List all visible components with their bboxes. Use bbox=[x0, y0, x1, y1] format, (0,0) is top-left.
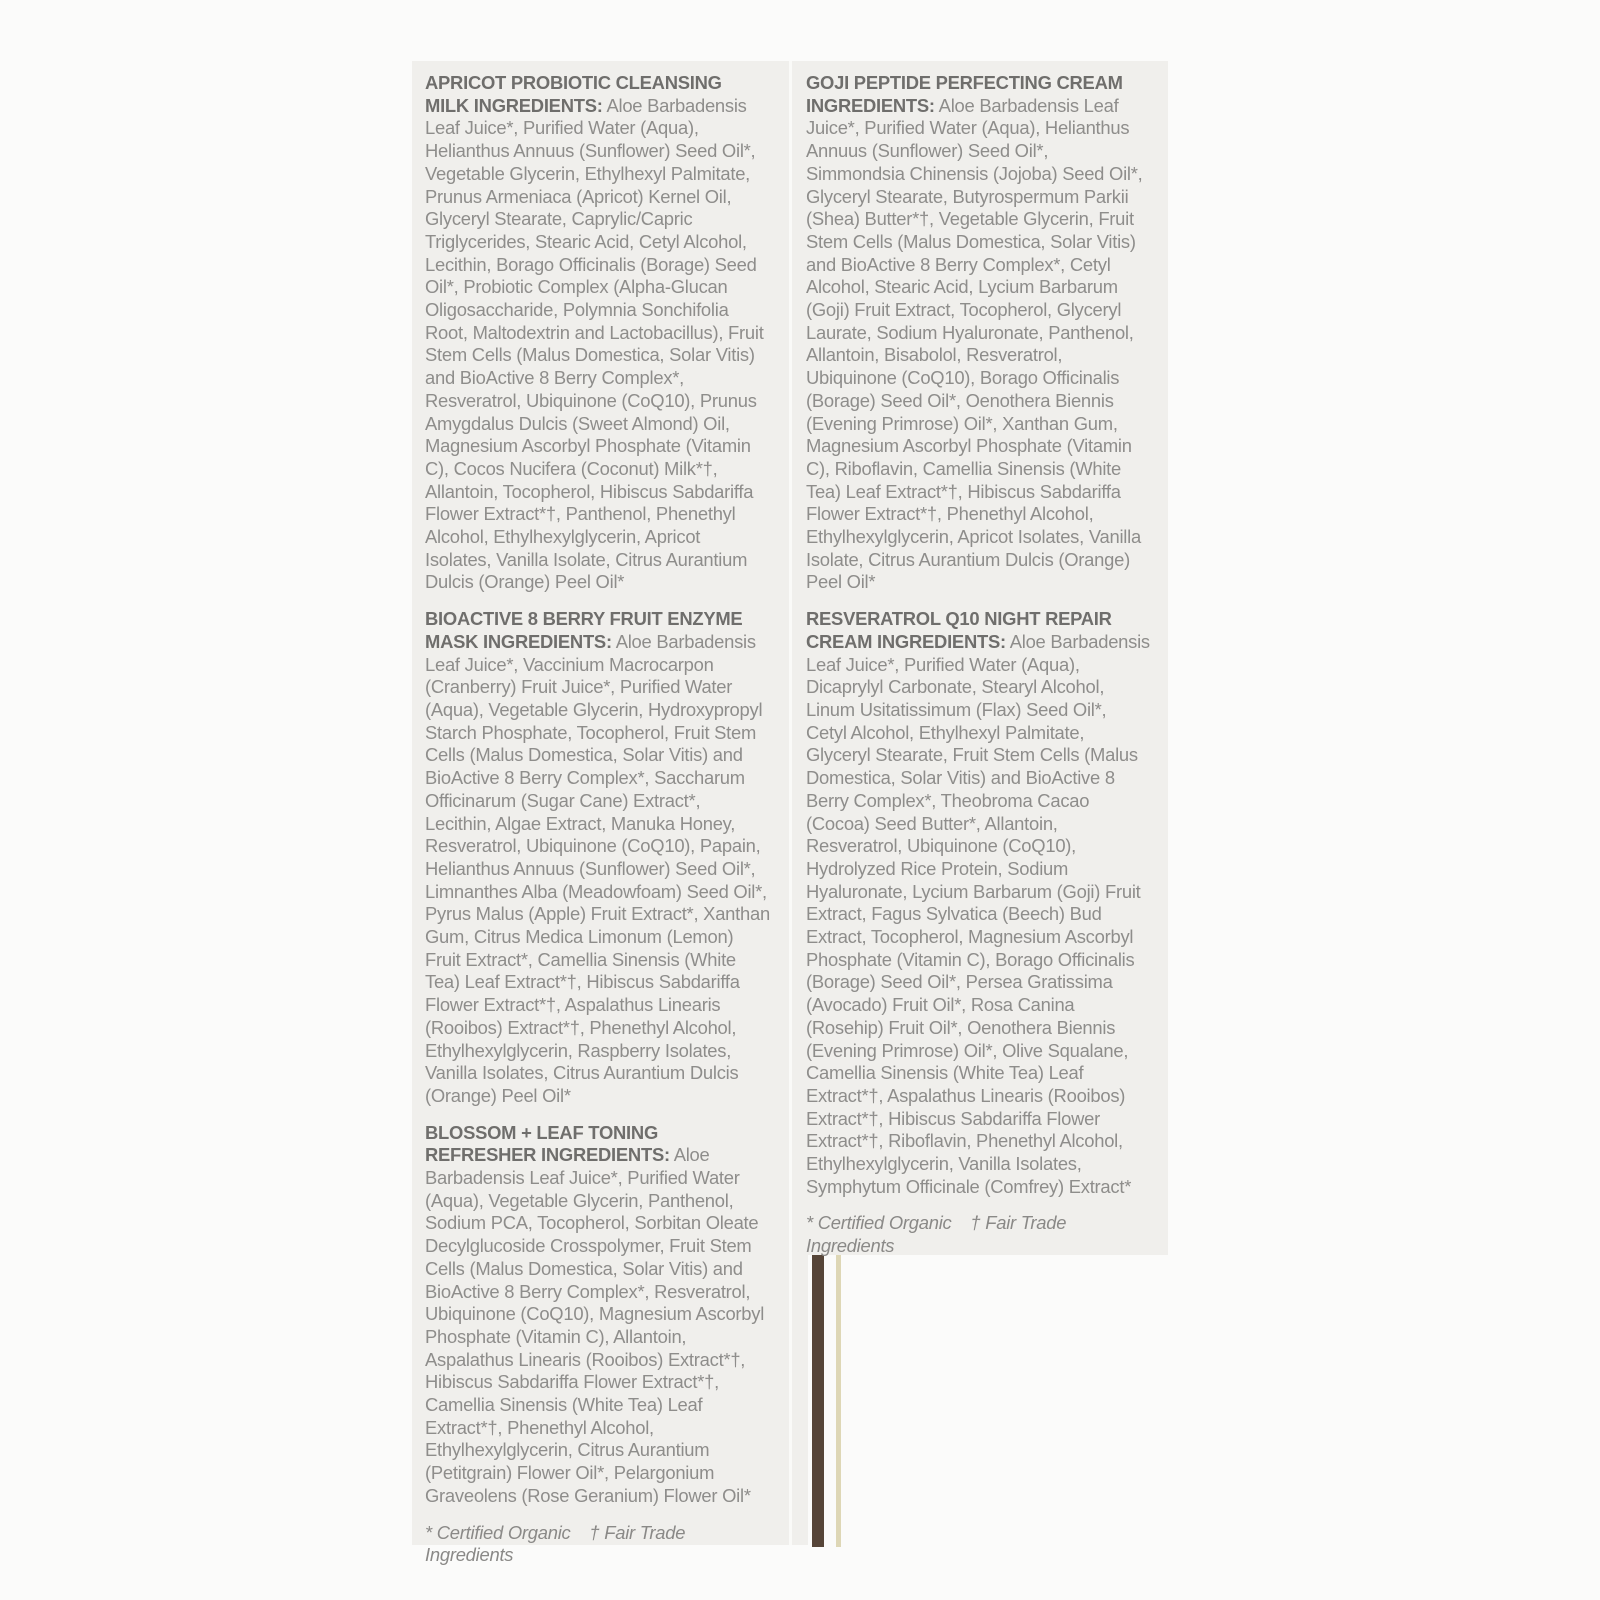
section-body: Aloe Barbadensis Leaf Juice*, Purified Water (Aqua), Dicaprylyl Carbonate, Stearyl Alcohol, Linum Usitatissimum (Flax) Seed Oil*, Cetyl Alcohol, Ethylhexyl Palmitate, Glyceryl Stearate, Fruit Stem Cells (Malus Domestica, Solar Vitis) and BioActive 8 Berry Complex*, Theobroma Cacao (Cocoa) Seed Butter*, Allantoin, Resveratrol, Ubiquinone (CoQ10), Hydrolyzed Rice Protein, Sodium Hyaluronate, Lycium Barbarum (Goji) Fruit Extract, Fagus Sylvatica (Beech) Bud Extract, Tocopherol, Magnesium Ascorbyl Phosphate (Vitamin C), Borago Officinalis (Borage) Seed Oil*, Persea Gratissima (Avocado) Fruit Oil*, Rosa Canina (Rosehip) Fruit Oil*, Oenothera Biennis (Evening Primrose) Oil*, Olive Squalane, Camellia Sinensis (White Tea) Leaf Extract*†, Aspalathus Linearis (Rooibos) Extract*†, Hibiscus Sabdariffa Flower Extract*†, Riboflavin, Phenethyl Alcohol, Ethylhexylglycerin, Vanilla Isolates, Symphytum Officinale (Comfrey) Extract* bbox=[806, 630, 1150, 1197]
section-heading: RESVERATROL Q10 NIGHT REPAIR CREAM INGREDIENTS: bbox=[806, 608, 1112, 652]
ingredients-section-berry-enzyme-mask bbox=[425, 608, 770, 1107]
carton-edge-dark-stripe bbox=[812, 1255, 824, 1547]
ingredients-section-apricot-cleansing-milk bbox=[425, 72, 770, 594]
ingredients-section-toning-refresher bbox=[425, 1122, 770, 1508]
footnote-fair-trade: † Fair Trade Ingredients bbox=[806, 1212, 1067, 1257]
ingredients-column-right bbox=[806, 72, 1151, 1276]
section-heading: GOJI PEPTIDE PERFECTING CREAM INGREDIENTS: bbox=[806, 72, 1123, 116]
carton-fold-seam bbox=[789, 61, 792, 1545]
section-heading: BIOACTIVE 8 BERRY FRUIT ENZYME MASK INGREDIENTS: bbox=[425, 608, 743, 652]
section-body: Aloe Barbadensis Leaf Juice*, Purified Water (Aqua), Vegetable Glycerin, Panthenol, Sodium PCA, Tocopherol, Sorbitan Oleate Decylglucoside Crosspolymer, Fruit Stem Cells (Malus Domestica, Solar Vitis) and BioActive 8 Berry Complex*, Resveratrol, Ubiquinone (CoQ10), Magnesium Ascorbyl Phosphate (Vitamin C), Allantoin, Aspalathus Linearis (Rooibos) Extract*†, Hibiscus Sabdariffa Flower Extract*†, Camellia Sinensis (White Tea) Leaf Extract*†, Phenethyl Alcohol, Ethylhexylglycerin, Citrus Aurantium (Petitgrain) Flower Oil*, Pelargonium Graveolens (Rose Geranium) Flower Oil* bbox=[425, 1144, 765, 1506]
footnote-certified-organic: * Certified Organic bbox=[806, 1212, 952, 1234]
ingredients-section-resveratrol-night-cream bbox=[806, 608, 1151, 1198]
footnote-right bbox=[806, 1212, 1151, 1257]
section-heading: APRICOT PROBIOTIC CLEANSING MILK INGREDIENTS: bbox=[425, 72, 722, 116]
carton-edge-cream-stripe bbox=[836, 1255, 841, 1547]
section-heading: BLOSSOM + LEAF TONING REFRESHER INGREDIENTS: bbox=[425, 1121, 670, 1166]
section-body: Aloe Barbadensis Leaf Juice*, Purified Water (Aqua), Helianthus Annuus (Sunflower) Seed Oil*, Simmondsia Chinensis (Jojoba) Seed Oil*, Glyceryl Stearate, Butyrospermum Parkii (Shea) Butter*†, Vegetable Glycerin, Fruit Stem Cells (Malus Domestica, Solar Vitis) and BioActive 8 Berry Complex*, Cetyl Alcohol, Stearic Acid, Lycium Barbarum (Goji) Fruit Extract, Tocopherol, Glyceryl Laurate, Sodium Hyaluronate, Panthenol, Allantoin, Bisabolol, Resveratrol, Ubiquinone (CoQ10), Borago Officinalis (Borage) Seed Oil*, Oenothera Biennis (Evening Primrose) Oil*, Xanthan Gum, Magnesium Ascorbyl Phosphate (Vitamin C), Riboflavin, Camellia Sinensis (White Tea) Leaf Extract*†, Hibiscus Sabdariffa Flower Extract*†, Phenethyl Alcohol, Ethylhexylglycerin, Apricot Isolates, Vanilla Isolate, Citrus Aurantium Dulcis (Orange) Peel Oil* bbox=[806, 94, 1143, 593]
footnote-certified-organic: * Certified Organic bbox=[425, 1521, 571, 1543]
section-body: Aloe Barbadensis Leaf Juice*, Vaccinium Macrocarpon (Cranberry) Fruit Juice*, Purified Water (Aqua), Vegetable Glycerin, Hydroxypropyl Starch Phosphate, Tocopherol, Fruit Stem Cells (Malus Domestica, Solar Vitis) and BioActive 8 Berry Complex*, Saccharum Officinarum (Sugar Cane) Extract*, Lecithin, Algae Extract, Manuka Honey, Resveratrol, Ubiquinone (CoQ10), Papain, Helianthus Annuus (Sunflower) Seed Oil*, Limnanthes Alba (Meadowfoam) Seed Oil*, Pyrus Malus (Apple) Fruit Extract*, Xanthan Gum, Citrus Medica Limonum (Lemon) Fruit Extract*, Camellia Sinensis (White Tea) Leaf Extract*†, Hibiscus Sabdariffa Flower Extract*†, Aspalathus Linearis (Rooibos) Extract*†, Phenethyl Alcohol, Ethylhexylglycerin, Raspberry Isolates, Vanilla Isolates, Citrus Aurantium Dulcis (Orange) Peel Oil* bbox=[425, 630, 770, 1106]
ingredients-section-goji-peptide-cream bbox=[806, 72, 1151, 594]
section-body: Aloe Barbadensis Leaf Juice*, Purified Water (Aqua), Helianthus Annuus (Sunflower) Seed Oil*, Vegetable Glycerin, Ethylhexyl Palmitate, Prunus Armeniaca (Apricot) Kernel Oil, Glyceryl Stearate, Caprylic/Capric Triglycerides, Stearic Acid, Cetyl Alcohol, Lecithin, Borago Officinalis (Borage) Seed Oil*, Probiotic Complex (Alpha-Glucan Oligosaccharide, Polymnia Sonchifolia Root, Maltodextrin and Lactobacillus), Fruit Stem Cells (Malus Domestica, Solar Vitis) and BioActive 8 Berry Complex*, Resveratrol, Ubiquinone (CoQ10), Prunus Amygdalus Dulcis (Sweet Almond) Oil, Magnesium Ascorbyl Phosphate (Vitamin C), Cocos Nucifera (Coconut) Milk*†, Allantoin, Tocopherol, Hibiscus Sabdariffa Flower Extract*†, Panthenol, Phenethyl Alcohol, Ethylhexylglycerin, Apricot Isolates, Vanilla Isolate, Citrus Aurantium Dulcis (Orange) Peel Oil* bbox=[425, 94, 764, 593]
ingredients-column-left bbox=[425, 72, 770, 1585]
footnote-left bbox=[425, 1522, 770, 1567]
footnote-fair-trade: † Fair Trade Ingredients bbox=[425, 1521, 686, 1566]
